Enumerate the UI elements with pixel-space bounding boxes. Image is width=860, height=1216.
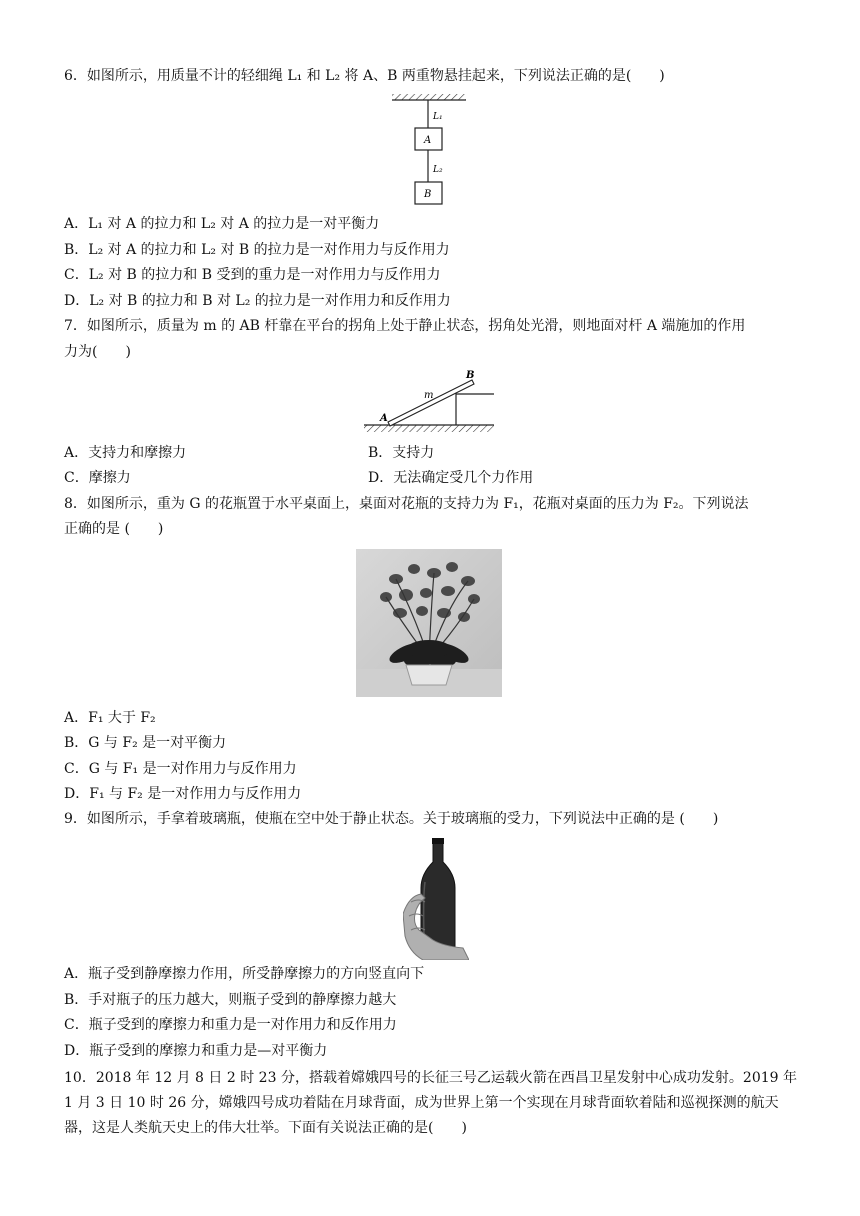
label-b: B bbox=[466, 370, 475, 381]
label-b: B bbox=[424, 189, 432, 200]
q6-hanging-blocks-figure bbox=[388, 92, 470, 208]
q7-rod-platform-figure bbox=[362, 366, 498, 438]
platform bbox=[456, 394, 494, 425]
q6-option-b: B．L₂ 对 A 的拉力和 L₂ 对 B 的拉力是一对作用力与反作用力 bbox=[64, 242, 450, 258]
q6-option-c: C．L₂ 对 B 的拉力和 B 受到的重力是一对作用力与反作用力 bbox=[64, 267, 441, 283]
q10-stem: 10．2018 年 12 月 8 日 2 时 23 分，搭载着嫦娥四号的长征三号乙运载火箭在西昌卫星发射中心成功发射。2019 年 1 月 3 日 10 时 26 分，嫦娥四号成功着陆在月球背面，成为世界上第一个实现在月球背面软着陆和巡视探测的航天器，这是人类航天史上的伟大壮举。下面有关说法正确的是( ) bbox=[64, 1070, 798, 1136]
q7-option-d: D．无法确定受几个力作用 bbox=[368, 470, 534, 486]
q7-option-c: C．摩擦力 bbox=[64, 470, 131, 486]
q8-flower-vase-photo bbox=[356, 549, 502, 697]
q7-stem-line1: 7．如图所示，质量为 m 的 AB 杆靠在平台的拐角上处于静止状态，拐角处光滑，则地面对杆 A 端施加的作用 bbox=[64, 318, 746, 334]
q8-option-d: D．F₁ 与 F₂ 是一对作用力与反作用力 bbox=[64, 786, 302, 802]
q8-option-c: C．G 与 F₁ 是一对作用力与反作用力 bbox=[64, 761, 297, 777]
ceiling-hatch bbox=[392, 94, 466, 100]
q7-option-b: B．支持力 bbox=[368, 445, 435, 461]
q7-stem-line2: 力为( ) bbox=[64, 344, 131, 360]
label-a: A bbox=[380, 413, 388, 424]
q9-hand-bottle-photo bbox=[403, 836, 469, 960]
q6-option-d: D．L₂ 对 B 的拉力和 B 对 L₂ 的拉力是一对作用力和反作用力 bbox=[64, 293, 451, 309]
q9-option-c: C．瓶子受到的摩擦力和重力是一对作用力和反作用力 bbox=[64, 1017, 397, 1033]
q7-option-a: A．支持力和摩擦力 bbox=[64, 445, 187, 461]
rod-ab bbox=[388, 380, 474, 426]
ground-hatch bbox=[364, 425, 494, 432]
q9-option-d: D．瓶子受到的摩擦力和重力是—对平衡力 bbox=[64, 1043, 328, 1059]
q8-stem-line1: 8．如图所示，重为 G 的花瓶置于水平桌面上，桌面对花瓶的支持力为 F₁，花瓶对桌面的压力为 F₂。下列说法 bbox=[64, 496, 749, 512]
q9-option-b: B．手对瓶子的压力越大，则瓶子受到的静摩擦力越大 bbox=[64, 992, 397, 1008]
q6-option-a: A．L₁ 对 A 的拉力和 L₂ 对 A 的拉力是一对平衡力 bbox=[64, 216, 380, 232]
label-l2: L₂ bbox=[433, 165, 443, 175]
q6-stem: 6．如图所示，用质量不计的轻细绳 L₁ 和 L₂ 将 A、B 两重物悬挂起来，下列说法正确的是( ) bbox=[64, 68, 665, 84]
q9-stem: 9．如图所示，手拿着玻璃瓶，使瓶在空中处于静止状态。关于玻璃瓶的受力，下列说法中正确的是 ( ) bbox=[64, 811, 719, 827]
q8-option-a: A．F₁ 大于 F₂ bbox=[64, 710, 156, 726]
label-l1: L₁ bbox=[433, 112, 443, 122]
q8-option-b: B．G 与 F₂ 是一对平衡力 bbox=[64, 735, 227, 751]
label-a: A bbox=[424, 135, 432, 146]
q8-stem-line2: 正确的是 ( ) bbox=[64, 521, 164, 537]
label-m: m bbox=[424, 390, 434, 401]
q9-option-a: A．瓶子受到静摩擦力作用，所受静摩擦力的方向竖直向下 bbox=[64, 966, 425, 982]
